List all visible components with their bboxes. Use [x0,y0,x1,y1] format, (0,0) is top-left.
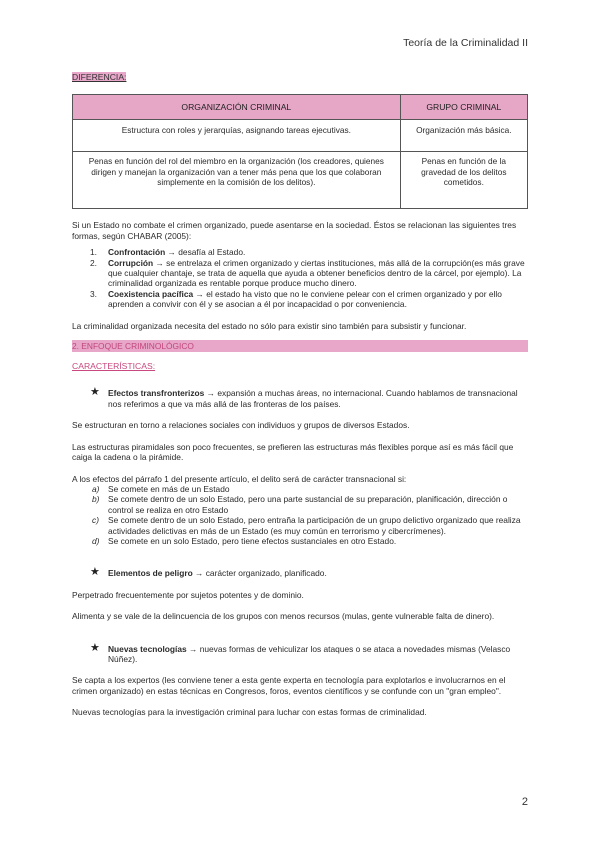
difference-table [72,94,528,209]
table-cell: Penas en función de la gravedad de los delitos cometidos. [400,152,527,209]
diferencia-heading: DIFERENCIA: [72,72,127,82]
page-content [72,72,528,718]
list-item [72,484,528,494]
term-text: → carácter organizado, planificado. [192,568,327,579]
list-item [72,515,528,536]
star-bullet-icon: ★ [90,641,100,654]
list-item [72,258,528,289]
table-cell: Penas en función del rol del miembro en la organización (los creadores, quienes dirigen y manejan la organización van a tener más pena que los que colaboran simplemente en la comisión de los delitos). [73,152,401,209]
table-cell: Organización más básica. [400,120,527,152]
paragraph: Las estructuras piramidales son poco frecuentes, se prefieren las estructuras más flexibles porque así es más fácil que caiga la cadena o la pirámide. [72,441,514,463]
term-text: → nuevas formas de vehiculizar los ataques o se ataca a novedades mismas (Velasco Núñez). [108,643,511,664]
paragraph: Perpetrado frecuentemente por sujetos potentes y de dominio. [72,589,304,600]
list-number: 2. [90,257,97,268]
list-text: Se comete en un solo Estado, pero tiene efectos sustanciales en otro Estado. [108,535,397,546]
list-item [72,494,528,515]
list-number: 3. [90,288,97,299]
table-cell: Estructura con roles y jerarquías, asignando tareas ejecutivas. [73,120,401,152]
table-row [73,120,528,152]
paragraph: Alimenta y se vale de la delincuencia de los grupos con menos recursos (mulas, gente vulnerable falta de dinero). [72,611,495,622]
term-text: → el estado ha visto que no le conviene pelear con el crimen organizado y por ello aprenden a convivir con él y se asocian a él por incapacidad o por conveniencia. [108,288,502,310]
star-bullet-icon: ★ [90,386,100,399]
term-text: → expansión a muchas áreas, no internacional. Cuando hablamos de transnacional nos referimos a que va más allá de las fronteras de los países. [108,388,518,409]
list-item [72,247,528,257]
bullet-item [72,388,528,409]
list-text: Se comete dentro de un solo Estado, pero una parte sustancial de su preparación, planificación, dirección o control se realiza en otro Estado [108,494,508,515]
paragraph: Se capta a los expertos (les conviene tener a esta gente experta en tecnología para explotarlos e involucrarnos en el crimen organizado) en estas técnicas en Congresos, foros, eventos científicos y se confunde con un "gran empleo". [72,675,506,696]
term: Corrupción [108,257,154,268]
bullet-item [72,568,528,578]
list-letter: a) [92,483,100,494]
paragraph: Se estructuran en torno a relaciones sociales con individuos y grupos de diversos Estados. [72,420,410,431]
intro-paragraph: Si un Estado no combate el crimen organizado, puede asentarse en la sociedad. Éstos se relacionan las siguientes tres formas, según CHABAR (2005): [72,220,517,241]
term-text: → se entrelaza el crimen organizado y ciertas instituciones, más allá de la corrupción(es más grave que cualquier chantaje, se trata de aquella que ayuda a obtener beneficios dentro de la cárcel, por ejemplo). La criminalidad organizada es rentable porque produce mucho dinero. [108,257,525,289]
list-letter: b) [92,494,100,505]
bullet-item [72,641,528,665]
list-item [72,536,528,546]
characteristics-heading: CARACTERÍSTICAS: [72,361,156,372]
paragraph: A los efectos del párrafo 1 del presente artículo, el delito será de carácter transnacional si: [72,473,407,484]
list-letter: d) [92,535,100,546]
table-header: ORGANIZACIÓN CRIMINAL [73,95,401,120]
paragraph: Nuevas tecnologías para la investigación criminal para luchar con estas formas de criminalidad. [72,707,427,718]
needs-paragraph: La criminalidad organizada necesita del estado no sólo para existir sino también para subsistir y funcionar. [72,320,467,331]
page-number: 2 [521,796,528,808]
table-row [73,152,528,209]
list-number: 1. [90,247,97,258]
forms-list [72,247,528,309]
term: Nuevas tecnologías [108,643,187,654]
star-bullet-icon: ★ [90,566,100,579]
list-text: Se comete en más de un Estado [108,483,230,494]
header-title: Teoría de la Criminalidad II [403,37,528,49]
term: Efectos transfronterizos [108,388,205,399]
term: Elementos de peligro [108,568,193,579]
section-heading: 2. ENFOQUE CRIMINOLÓGICO [72,340,528,352]
table-header: GRUPO CRIMINAL [400,95,527,120]
list-letter: c) [92,515,99,526]
effects-list [72,484,528,546]
term-text: → desafía al Estado. [165,247,246,258]
term: Confrontación [108,247,166,258]
list-item [72,289,528,310]
list-text: Se comete dentro de un solo Estado, pero entraña la participación de un grupo delictivo organizado que realiza actividades delictivas en más de un Estado (es muy común en terrorismo y cibercrímenes). [108,515,521,536]
term: Coexistencia pacífica [108,288,194,299]
